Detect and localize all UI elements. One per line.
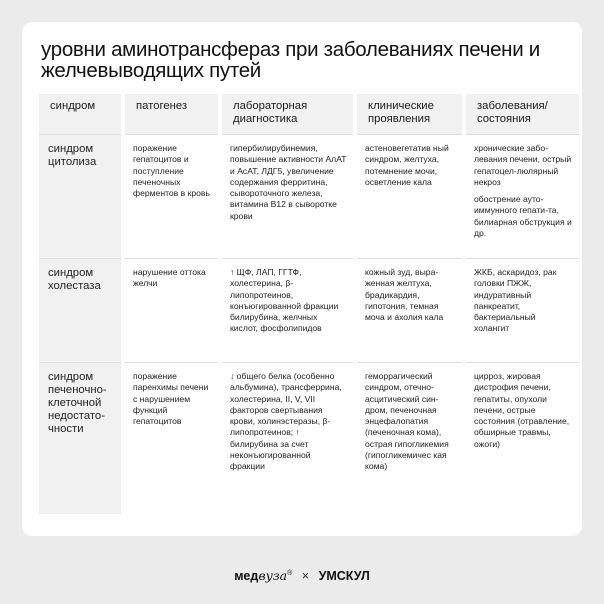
row3-lab: ↓ общего белка (особенно альбумина), трансферрина, холестерина, II, V, VII факторов свертывания крови, холинэстеразы, β-липопротеинов; ↑ билирубина за счет неконъюгированной фракции bbox=[222, 362, 353, 514]
row2-diseases-p1: ЖКБ, аскаридоз, рак головки ПЖЖ, индуративный панкреатит, бактериальный холангит bbox=[474, 267, 557, 334]
row1-diseases-p2: обострение ауто-иммунного гепати-та, билиарная обструкция и др. bbox=[474, 194, 572, 239]
comparison-table bbox=[39, 94, 572, 514]
row1-lab: гипербилирубинемия, повышение активности АлАТ и АсАТ, ЛДГ5, увеличение содержания ферритина, сывороточного железа, витамина В12 в сыворотке крови bbox=[222, 134, 353, 258]
brand-logo-umskul: УМСКУЛ bbox=[318, 569, 370, 584]
row3-syndrome: синдром печеночно-клеточной недостато-чности bbox=[39, 362, 121, 514]
row2-diseases bbox=[466, 258, 579, 362]
page-title: уровни аминотрансфераз при заболеваниях печени и желчевыводящих путей bbox=[41, 38, 540, 82]
row1-diseases bbox=[466, 134, 579, 258]
row1-diseases-p1: хронические забо-левания печени, острый гепатоцел-люлярный некроз bbox=[474, 143, 572, 187]
brand-separator: × bbox=[301, 569, 310, 584]
row3-pathogenesis: поражение паренхимы печени с нарушением функций гепатоцитов bbox=[125, 362, 218, 514]
content-card bbox=[22, 22, 582, 536]
row3-diseases bbox=[466, 362, 579, 514]
brand-logo-medvuza: медвуза® bbox=[234, 568, 293, 584]
brand-footer bbox=[0, 566, 604, 584]
row1-pathogenesis: поражение гепатоцитов и поступление печеночных ферментов в кровь bbox=[125, 134, 218, 258]
row2-pathogenesis: нарушение оттока желчи bbox=[125, 258, 218, 362]
row3-clinical: геморрагический синдром, отечно-асцитический син-дром, печеночная энцефалопатия (печеночная кома), острая гипогликемия (гипогликемичес кая кома) bbox=[357, 362, 462, 514]
row1-clinical: астеновегетатив ный синдром, желтуха, потемнение мочи, осветление кала bbox=[357, 134, 462, 258]
row3-diseases-p1: цирроз, жировая дистрофия печени, гепатиты, опухоли печени, острые состояния (отравление, обширные травмы, ожоги) bbox=[474, 371, 570, 449]
header-clinical: клинические проявления bbox=[357, 94, 462, 134]
row1-syndrome: синдром цитолиза bbox=[39, 134, 121, 258]
header-diseases: заболевания/ состояния bbox=[466, 94, 579, 134]
row2-lab: ↑ ЩФ, ЛАП, ГГТФ, холестерина, β-липопротеинов, конъюгированной фракции билирубина, желчных кислот, фосфолипидов bbox=[222, 258, 353, 362]
header-pathogenesis: патогенез bbox=[125, 94, 218, 134]
row2-clinical: кожный зуд, выра-женная желтуха, брадикардия, гипотония, темная моча и ахолия кала bbox=[357, 258, 462, 362]
header-syndrome: синдром bbox=[39, 94, 121, 134]
header-lab: лабораторная диагностика bbox=[222, 94, 353, 134]
row2-syndrome: синдром холестаза bbox=[39, 258, 121, 362]
